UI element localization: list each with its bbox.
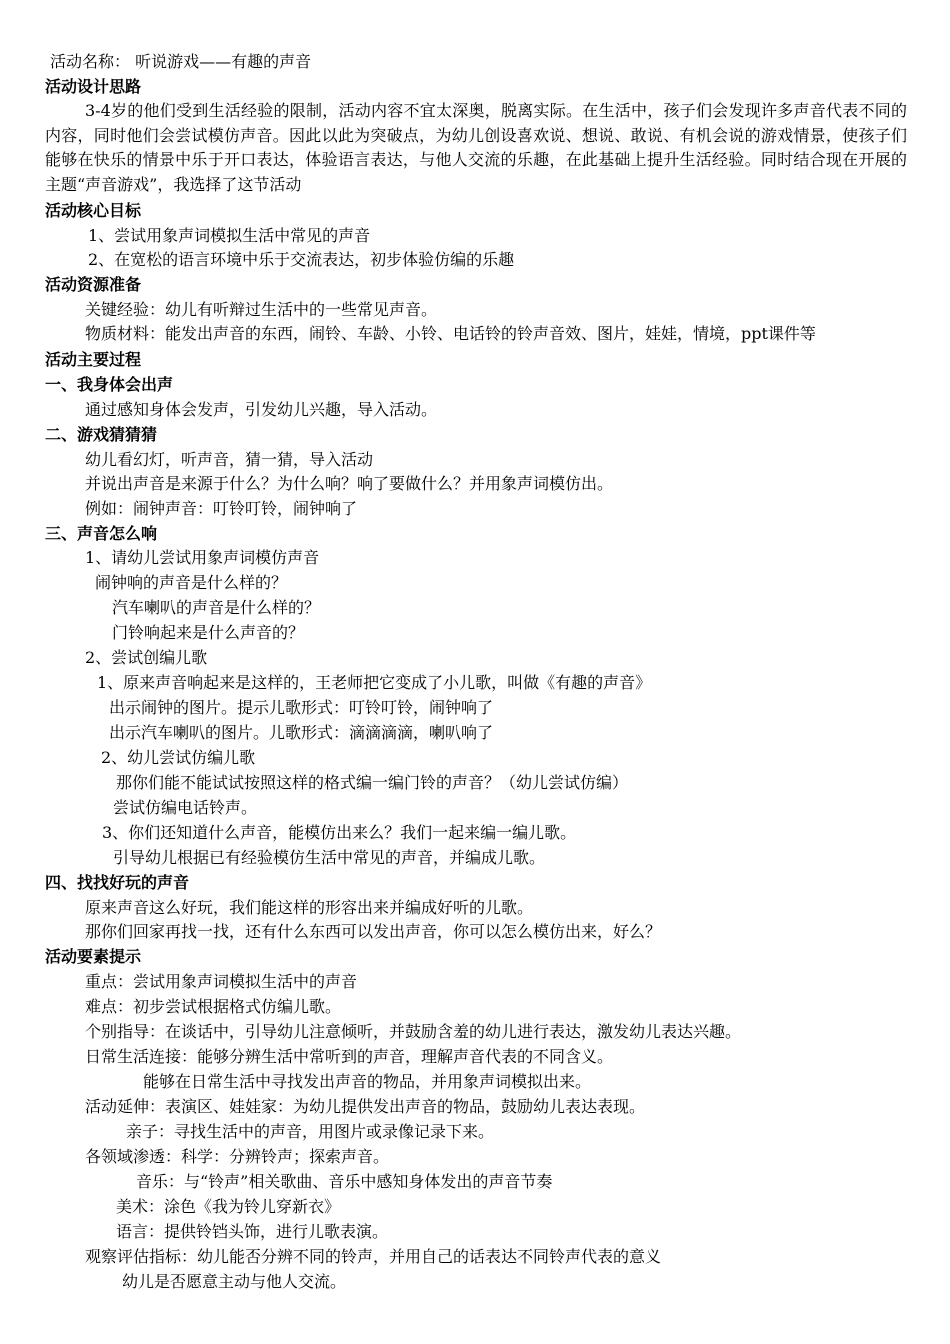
section-3-line: 出示闹钟的图片。提示儿歌形式：叮铃叮铃，闹钟响了 — [109, 698, 494, 717]
section-3-line: 那你们能不能试试按照这样的格式编一编门铃的声音？（幼儿尝试仿编） — [116, 773, 629, 792]
goals-heading: 活动核心目标 — [45, 201, 142, 220]
section-3-line: 3、你们还知道什么声音，能模仿出来么？我们一起来编一编儿歌。 — [102, 823, 577, 842]
section-2-line: 并说出声音是来源于什么？为什么响？响了要做什么？并用象声词模仿出。 — [85, 474, 614, 493]
tips-line: 能够在日常生活中寻找发出声音的物品，并用象声词模拟出来。 — [143, 1072, 592, 1091]
design-paragraph: 3-4岁的他们受到生活经验的限制，活动内容不宜太深奥，脱离实际。在生活中，孩子们会发现许多声音代表不同的内容，同时他们会尝试模仿声音。因此以此为突破点，为幼儿创设喜欢说、想说、敢说、有机会说的游戏情景，使孩子们能够在快乐的情景中乐于开口表达，体验语言表达，与他人交流的乐趣，在此基础上提升生活经验。同时结合现在开展的主题“声音游戏”，我选择了这节活动 — [45, 101, 907, 194]
section-3-line: 1、原来声音响起来是这样的，王老师把它变成了小儿歌，叫做《有趣的声音》 — [97, 673, 652, 692]
tips-line: 语言：提供铃铛头饰，进行儿歌表演。 — [116, 1222, 389, 1241]
tips-line: 个别指导：在谈话中，引导幼儿注意倾听，并鼓励含羞的幼儿进行表达，激发幼儿表达兴趣。 — [85, 1022, 742, 1041]
section-2-line: 幼儿看幻灯，听声音，猜一猜，导入活动 — [85, 450, 374, 469]
section-3-line: 2、尝试创编儿歌 — [85, 648, 208, 667]
tips-line: 幼儿是否愿意主动与他人交流。 — [122, 1272, 347, 1291]
key-experience: 关键经验：幼儿有听辩过生活中的一些常见声音。 — [85, 300, 438, 319]
section-4-line: 那你们回家再找一找，还有什么东西可以发出声音，你可以怎么模仿出来，好么？ — [85, 922, 662, 941]
section-4-line: 原来声音这么好玩，我们能这样的形容出来并编成好听的儿歌。 — [85, 898, 534, 917]
goal-item-2: 2、在宽松的语言环境中乐于交流表达，初步体验仿编的乐趣 — [88, 250, 515, 269]
tips-line: 难点：初步尝试根据格式仿编儿歌。 — [85, 997, 342, 1016]
design-heading: 活动设计思路 — [45, 77, 142, 96]
process-heading: 活动主要过程 — [45, 350, 142, 369]
section-3-title: 三、声音怎么响 — [45, 524, 158, 543]
tips-line: 亲子：寻找生活中的声音，用图片或录像记录下来。 — [126, 1122, 495, 1141]
tips-line: 观察评估指标：幼儿能否分辨不同的铃声，并用自己的话表达不同铃声代表的意义 — [85, 1247, 662, 1266]
section-1-title: 一、我身体会出声 — [45, 375, 174, 394]
section-2-title: 二、游戏猜猜猜 — [45, 425, 158, 444]
tips-line: 音乐：与“铃声”相关歌曲、音乐中感知身体发出的声音节奏 — [136, 1172, 553, 1191]
goal-item-1: 1、尝试用象声词模拟生活中常见的声音 — [88, 226, 371, 245]
section-3-line: 尝试仿编电话铃声。 — [113, 798, 258, 817]
resources-heading: 活动资源准备 — [45, 275, 142, 294]
activity-name: 活动名称： 听说游戏——有趣的声音 — [50, 52, 312, 71]
section-3-line: 2、幼儿尝试仿编儿歌 — [101, 748, 256, 767]
materials: 物质材料：能发出声音的东西，闹铃、车龄、小铃、电话铃的铃声音效、图片，娃娃，情境，ppt课件等 — [85, 324, 816, 343]
tips-line: 各领域渗透：科学：分辨铃声；探索声音。 — [85, 1147, 390, 1166]
section-2-line: 例如：闹钟声音：叮铃叮铃，闹钟响了 — [85, 499, 358, 518]
section-3-line: 门铃响起来是什么声音的？ — [112, 623, 305, 642]
tips-heading: 活动要素提示 — [45, 947, 142, 966]
tips-line: 活动延伸：表演区、娃娃家：为幼儿提供发出声音的物品，鼓励幼儿表达表现。 — [85, 1097, 646, 1116]
section-3-line: 闹钟响的声音是什么样的？ — [95, 573, 288, 592]
section-3-line: 汽车喇叭的声音是什么样的？ — [112, 598, 321, 617]
tips-line: 重点：尝试用象声词模拟生活中的声音 — [85, 972, 358, 991]
section-1-text: 通过感知身体会发声，引发幼儿兴趣，导入活动。 — [85, 400, 438, 419]
tips-line: 日常生活连接：能够分辨生活中常听到的声音，理解声音代表的不同含义。 — [85, 1047, 614, 1066]
section-3-line: 引导幼儿根据已有经验模仿生活中常见的声音，并编成儿歌。 — [113, 848, 546, 867]
tips-line: 美术：涂色《我为铃儿穿新衣》 — [116, 1197, 341, 1216]
section-4-title: 四、找找好玩的声音 — [45, 873, 190, 892]
section-3-line: 出示汽车喇叭的图片。儿歌形式：滴滴滴滴，喇叭响了 — [109, 723, 494, 742]
section-3-line: 1、请幼儿尝试用象声词模仿声音 — [85, 548, 320, 567]
